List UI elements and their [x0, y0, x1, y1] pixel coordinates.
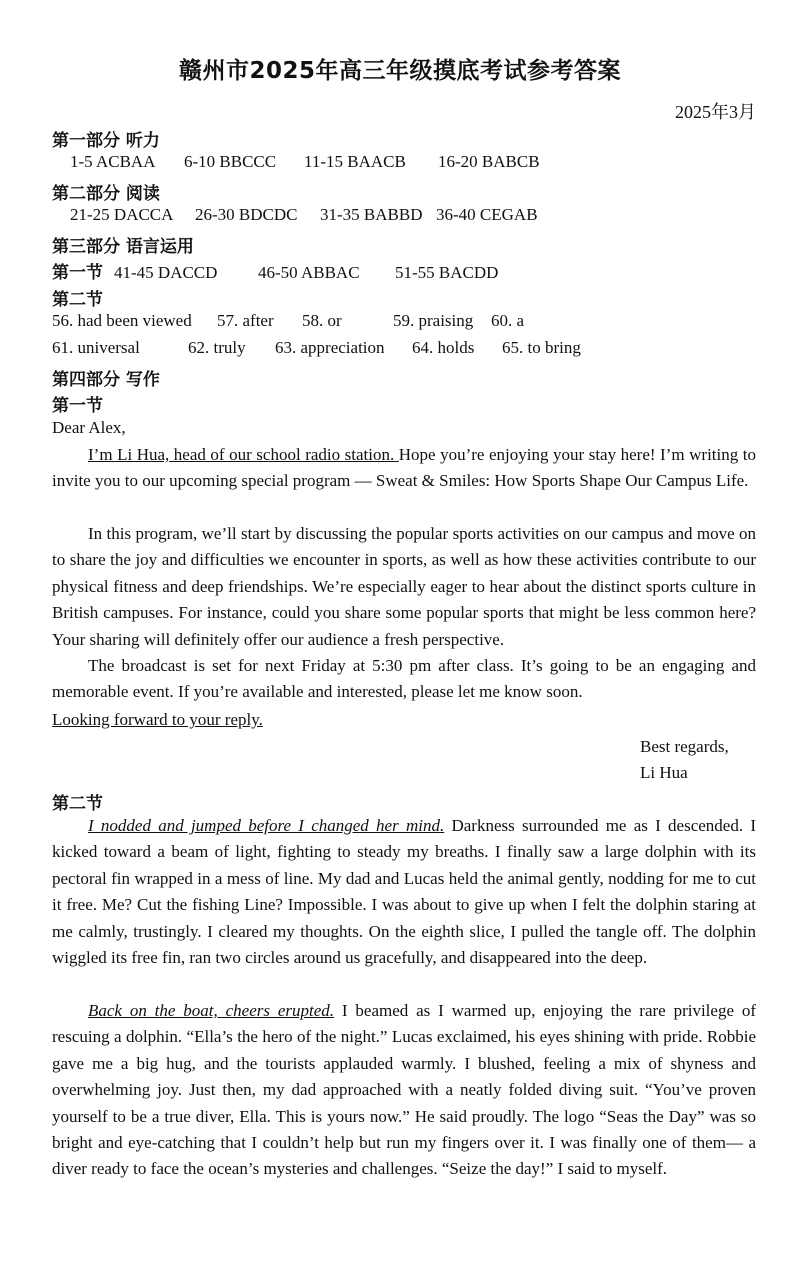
part2-heading: 第二部分 阅读 — [52, 184, 160, 204]
letter-paragraph — [52, 442, 756, 495]
fill-answer: 60. a — [491, 311, 525, 330]
story-paragraph-text: I beamed as I warmed up, enjoying the rare privilege of rescuing a dolphin. “Ella’s the hero of the night.” Lucas exclaimed, his eyes shining with pride. Robbie gave me a big hug, and the tourists applauded warmly. I blushed, feeling a mix of shyness and overwhelming joy. Just then, my dad approached with a neatly folded diving suit. “You’ve proven yourself to be a true diver, Ella. This is yours now.” He said proudly. The logo “Seas the Day” was so bright and eye-catching that I couldn’t help but run my fingers over it. I was finally one of them— a diver ready to face the ocean’s mysteries and challenges. “Seize the day!” I said to myself. — [52, 1001, 756, 1179]
part2-answers — [70, 205, 538, 225]
answer-group: 11-15 BAACB — [304, 152, 406, 171]
story-paragraph — [52, 813, 756, 971]
answer-group: 6-10 BBCCC — [184, 152, 277, 171]
part3-section1 — [52, 258, 498, 283]
exam-date: 2025年3月 — [675, 102, 756, 122]
part4-section2-label: 第二节 — [52, 794, 103, 814]
answer-group: 36-40 CEGAB — [436, 205, 538, 224]
fill-answer: 57. after — [217, 311, 274, 330]
part4-section1-label: 第一节 — [52, 396, 103, 416]
story-paragraph-text: Darkness surrounded me as I descended. I kicked toward a beam of light, fighting to steady my breaths. I finally saw a large dolphin with its pectoral fin wrapped in a mess of line. My dad and Lucas held the animal gently, nodding for me to cut it free. Me? Cut the fishing Line? Impossible. I was about to give up when I felt the dolphin staring at me calmly, trustingly. I cleared my thoughts. On the eighth slice, I pulled the tangle off. The dolphin wiggled its free fin, ran two circles around us gracefully, and disappeared into the deep. — [52, 816, 757, 968]
answer-group: 31-35 BABBD — [320, 205, 423, 224]
letter-closing-line: Looking forward to your reply. — [52, 710, 263, 729]
letter-regards: Best regards, — [640, 737, 729, 756]
fill-answer: 59. praising — [393, 311, 474, 330]
letter-paragraph-text: In this program, we’ll start by discussing the popular sports activities on our campus and move on to share the joy and difficulties we encounter in sports, as well as how these activities contribute to our physical fitness and deep friendships. We’re especially eager to hear about the distinct sports culture in British campuses. For instance, could you share some popular sports that might be less common here? Your sharing will definitely offer our audience a fresh perspective. — [52, 524, 756, 649]
part4-heading: 第四部分 写作 — [52, 370, 160, 390]
part3-row1 — [52, 311, 524, 331]
letter-opening-sentence: I’m Li Hua, head of our school radio station. — [88, 445, 399, 464]
answer-group: 51-55 BACDD — [395, 263, 499, 282]
fill-answer: 61. universal — [52, 338, 140, 357]
section-label: 第一节 — [52, 263, 103, 283]
part1-answers — [70, 152, 540, 172]
part1-heading: 第一部分 听力 — [52, 131, 160, 151]
answer-group: 16-20 BABCB — [438, 152, 540, 171]
story-given-opening: I nodded and jumped before I changed her mind. — [88, 816, 445, 835]
story-paragraph — [52, 998, 756, 1183]
fill-answer: 64. holds — [412, 338, 475, 357]
answer-group: 1-5 ACBAA — [70, 152, 156, 171]
part3-heading: 第三部分 语言运用 — [52, 237, 194, 257]
story-given-opening: Back on the boat, cheers erupted. — [88, 1001, 335, 1020]
letter-paragraph — [52, 653, 756, 706]
page-title: 赣州市2025年高三年级摸底考试参考答案 — [178, 58, 621, 84]
letter-paragraph-text: The broadcast is set for next Friday at 5:30 pm after class. It’s going to be an engaging and memorable event. If you’re available and interested, please let me know soon. — [52, 656, 756, 702]
letter-paragraph-text: Hope you’re enjoying your stay here! I’m writing to invite you to our upcoming special program — Sweat & Smiles: How Sports Shape Our Campus Life. — [52, 445, 756, 491]
fill-answer: 58. or — [302, 311, 342, 330]
fill-answer: 62. truly — [188, 338, 246, 357]
answer-group: 26-30 BDCDC — [195, 205, 298, 224]
answer-group: 21-25 DACCA — [70, 205, 174, 224]
fill-answer: 56. had been viewed — [52, 311, 192, 330]
letter-signature: Li Hua — [640, 763, 688, 782]
part3-section2-label: 第二节 — [52, 290, 103, 310]
part3-row2 — [52, 338, 581, 358]
letter-salutation: Dear Alex, — [52, 418, 126, 437]
answer-group: 41-45 DACCD — [114, 263, 218, 282]
fill-answer: 65. to bring — [502, 338, 581, 357]
letter-paragraph — [52, 521, 756, 653]
answer-group: 46-50 ABBAC — [258, 263, 360, 282]
fill-answer: 63. appreciation — [275, 338, 385, 357]
